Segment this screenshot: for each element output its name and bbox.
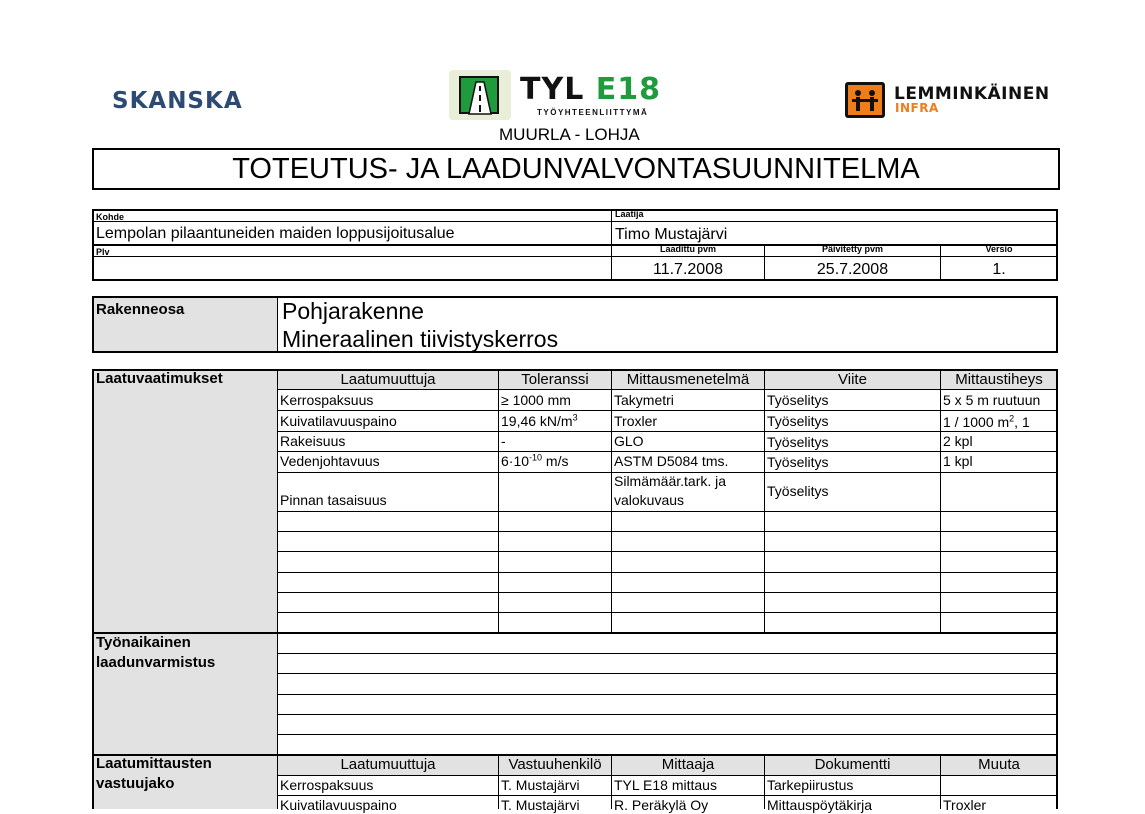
kohde-label: Kohde <box>96 212 124 222</box>
table-row-cell: TYL E18 mittaus <box>614 777 717 793</box>
table-row-cell: Tarkepiirustus <box>767 777 854 793</box>
table-row-cell: Mittauspöytäkirja <box>767 797 873 813</box>
document-title: TOTEUTUS- JA LAADUNVALVONTASUUNNITELMA <box>232 153 920 185</box>
lemminkainen-logo: LEMMINKÄINEN <box>894 84 1050 104</box>
rakenneosa-line2: Mineraalinen tiivistyskerros <box>282 326 559 352</box>
table-row-cell: Silmämäär.tark. ja <box>614 473 727 489</box>
header-mittausmenetelma: Mittausmenetelmä <box>626 371 750 388</box>
table-row-cell: R. Peräkylä Oy <box>614 797 709 813</box>
rakenneosa-line1: Pohjarakenne <box>282 298 424 324</box>
plv-label: Plv <box>96 247 110 257</box>
laadittu-label: Laadittu pvm <box>659 244 716 254</box>
table-row-cell: 19,46 $kN/m^3$ <box>501 412 578 429</box>
paivitetty-label: Päivitetty pvm <box>821 244 884 254</box>
table-row-cell: 1 kpl <box>943 453 973 469</box>
header-mittaaja: Mittaaja <box>661 756 715 773</box>
table-row-cell: Vedenjohtavuus <box>280 453 380 469</box>
header-viite: Viite <box>838 371 867 388</box>
laatuvaatimukset-label: Laatuvaatimukset <box>96 370 223 387</box>
rakenneosa-label: Rakenneosa <box>96 301 185 318</box>
table-row-cell: ASTM D5084 tms. <box>614 453 729 469</box>
laadittu-value: 11.7.2008 <box>653 261 723 278</box>
versio-label: Versio <box>985 244 1013 254</box>
table-row-cell: ≥ 1000 mm <box>501 392 571 408</box>
document-title-box <box>92 148 1060 190</box>
table-row-cell: Työselitys <box>767 483 829 499</box>
table-row-cell: $6\cdot 10^{-10}$ m/s <box>501 452 569 469</box>
route-label: MUURLA - LOHJA <box>499 125 640 144</box>
table-row-cell: Työselitys <box>767 454 829 470</box>
header-laatumuuttuja: Laatumuuttuja <box>340 371 436 388</box>
vastuujako-label-line2: vastuujako <box>96 775 175 792</box>
header-laatumuuttuja-2: Laatumuuttuja <box>340 756 436 773</box>
table-row-cell: GLO <box>614 433 644 449</box>
tyl-logo: TYL E18 <box>520 72 662 107</box>
table-row-cell: Rakeisuus <box>280 433 346 449</box>
table-row-cell: 5 x 5 m ruutuun <box>943 392 1041 408</box>
header-toleranssi: Toleranssi <box>521 371 589 388</box>
kohde-value: Lempolan pilaantuneiden maiden loppusijoitusalue <box>96 225 455 242</box>
tyl-road-icon <box>449 70 511 120</box>
tyonaikainen-label-line2: laadunvarmistus <box>96 654 216 671</box>
vastuujako-label-line1: Laatumittausten <box>96 755 212 772</box>
header-dokumentti: Dokumentti <box>814 756 891 773</box>
table-row-cell: Työselitys <box>767 434 829 450</box>
tyl-subtitle: TYÖYHTEENLIITTYMÄ <box>537 108 649 117</box>
table-row-cell: Kuivatilavuuspaino <box>280 797 397 813</box>
table-row-cell: T. Mustajärvi <box>501 777 580 793</box>
table-row-cell: Työselitys <box>767 392 829 408</box>
table-row-cell: Takymetri <box>614 392 674 408</box>
header-vastuuhenkilo: Vastuuhenkilö <box>508 756 602 773</box>
table-row-cell: Kuivatilavuuspaino <box>280 413 397 429</box>
laatija-value: Timo Mustajärvi <box>615 226 728 243</box>
table-row-cell: 2 kpl <box>943 433 973 449</box>
lemminkainen-infra-label: INFRA <box>895 101 939 115</box>
table-row-cell: Pinnan tasaisuus <box>280 492 387 508</box>
table-row-cell: Troxler <box>614 413 658 429</box>
table-row-cell: Troxler <box>943 797 987 813</box>
table-row-cell: - <box>501 433 506 449</box>
versio-value: 1. <box>992 261 1006 278</box>
table-row-cell: T. Mustajärvi <box>501 797 580 813</box>
lemminkainen-emblem-icon <box>845 82 885 118</box>
paivitetty-value: 25.7.2008 <box>816 261 889 278</box>
table-row-cell: Kerrospaksuus <box>280 392 374 408</box>
table-row-cell: valokuvaus <box>614 492 685 508</box>
table-row-cell: Kerrospaksuus <box>280 777 374 793</box>
header-mittaustiheys: Mittaustiheys <box>955 371 1043 388</box>
table-row-cell: 1 / 1000 $m^2$, 1 <box>943 413 1030 430</box>
skanska-logo: SKANSKA <box>112 88 243 114</box>
header-muuta: Muuta <box>978 756 1020 773</box>
tyonaikainen-label-line1: Työnaikainen <box>96 634 191 651</box>
table-row-cell: Työselitys <box>767 413 829 429</box>
laatija-label: Laatija <box>615 209 644 219</box>
